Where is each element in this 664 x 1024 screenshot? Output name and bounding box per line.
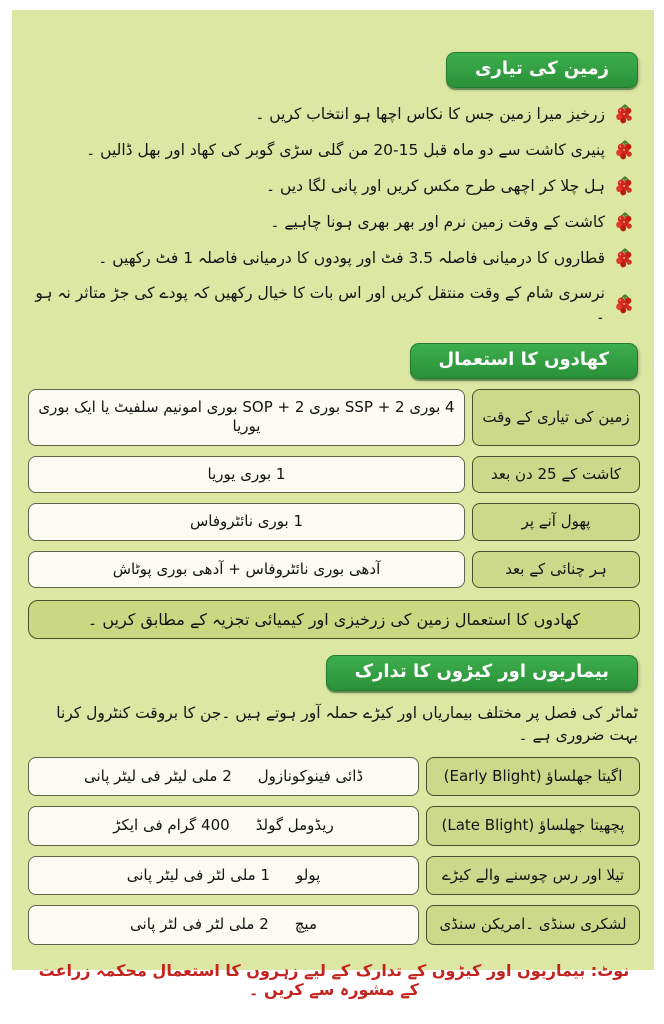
tomato-cluster-icon: [614, 103, 636, 125]
section-header-land-prep: [446, 52, 638, 88]
pest-medicine: ریڈومل گولڈ: [255, 816, 334, 835]
bullet-text: نرسری شام کے وقت منتقل کریں اور اس بات کا خیال رکھیں کہ پودے کی جڑ متاثر نہ ہو ۔: [35, 284, 605, 323]
section-header-pest-control: [326, 655, 638, 691]
bullet-text: پنیری کاشت سے دو ماہ قبل 15-20 من گلی سڑی گوبر کی کھاد اور بھل ڈالیں ۔: [86, 140, 605, 159]
tomato-cluster-icon: [614, 293, 636, 315]
pest-row-label: پچھیتا جھلساؤ (Late Blight): [426, 806, 640, 846]
list-item: [28, 283, 636, 325]
bullet-text: ہل چلا کر اچھی طرح مکس کریں اور پانی لگا دیں ۔: [266, 176, 605, 195]
pamphlet-sheet: [12, 10, 654, 999]
fertilizer-note: کھادوں کا استعمال زمین کی زرخیزی اور کیمیائی تجزیہ کے مطابق کریں ۔: [28, 600, 640, 639]
tomato-cluster-icon: [614, 139, 636, 161]
pest-dose: 2 ملی لٹر فی لٹر پانی: [130, 915, 269, 934]
pest-dose: 400 گرام فی ایکڑ: [113, 816, 230, 835]
list-item: [28, 139, 636, 161]
tomato-cluster-icon: [614, 175, 636, 197]
fertilizer-row-value: 1 بوری یوریا: [28, 456, 465, 494]
table-row: [28, 551, 640, 589]
list-item: [28, 103, 636, 125]
pest-row-value: [28, 806, 419, 846]
fertilizer-row-label: کاشت کے 25 دن بعد: [472, 456, 640, 494]
pest-intro-text: ٹماٹر کی فصل پر مختلف بیماریاں اور کیڑے حملہ آور ہوتے ہیں ۔جن کا بروقت کنٹرول کرنا بہت ضروری ہے ۔: [56, 704, 638, 745]
pest-dose: 1 ملی لٹر فی لیٹر پانی: [126, 865, 271, 884]
pest-row-label: لشکری سنڈی ۔امریکن سنڈی: [426, 905, 640, 945]
bullet-text: زرخیز میرا زمین جس کا نکاس اچھا ہو انتخاب کریں ۔: [255, 104, 605, 123]
table-row: [28, 389, 640, 446]
fertilizer-row-value: آدھی بوری نائٹروفاس + آدھی بوری پوٹاش: [28, 551, 465, 589]
pest-row-label: اگیتا جھلساؤ (Early Blight): [426, 757, 640, 797]
section-title-pest-control: بیماریوں اور کیڑوں کا تدارک: [354, 661, 609, 683]
bullet-text: کاشت کے وقت زمین نرم اور بھر بھری ہونا چاہیے ۔: [270, 212, 605, 231]
list-item: [28, 247, 636, 269]
land-prep-list: [28, 103, 636, 325]
fertilizer-row-label: ہر چنائی کے بعد: [472, 551, 640, 589]
pest-dose: 2 ملی لیٹر فی لیٹر پانی: [83, 766, 232, 785]
fertilizer-row-label: زمین کی تیاری کے وقت: [472, 389, 640, 446]
tomato-cluster-icon: [614, 211, 636, 233]
bullet-text: قطاروں کا درمیانی فاصلہ 3.5 فٹ اور پودوں کا درمیانی فاصلہ 1 فٹ رکھیں ۔: [98, 248, 605, 267]
fertilizer-row-value: 4 بوری SSP + 2 بوری SOP + 2 بوری امونیم سلفیٹ یا ایک بوری یوریا: [28, 389, 465, 446]
pest-row-value: [28, 905, 419, 945]
section-title-fertilizer: کھادوں کا استعمال: [438, 348, 609, 370]
pest-row-label: تیلا اور رس چوسنے والے کیڑے: [426, 856, 640, 896]
table-row: [28, 503, 640, 541]
fertilizer-row-label: پھول آنے پر: [472, 503, 640, 541]
advisory-note: نوٹ: بیماریوں اور کیڑوں کے تدارک کے لیے زہروں کا استعمال محکمہ زراعت کے مشورہ سے کریں ۔: [38, 960, 630, 999]
section-title-land-prep: زمین کی تیاری: [475, 58, 609, 79]
list-item: [28, 175, 636, 197]
list-item: [28, 211, 636, 233]
pest-medicine: پولو: [296, 865, 321, 884]
fertilizer-row-value: 1 بوری نائٹروفاس: [28, 503, 465, 541]
table-row: [28, 757, 640, 797]
table-row: [28, 456, 640, 494]
pest-row-value: [28, 856, 419, 896]
table-row: [28, 905, 640, 945]
table-row: [28, 856, 640, 896]
table-row: [28, 806, 640, 846]
tomato-cluster-icon: [614, 247, 636, 269]
pest-medicine: میچ: [294, 915, 317, 934]
section-header-fertilizer: [410, 343, 638, 379]
pest-medicine: ڈائی فینوکونازول: [257, 766, 364, 785]
pest-row-value: [28, 757, 419, 797]
